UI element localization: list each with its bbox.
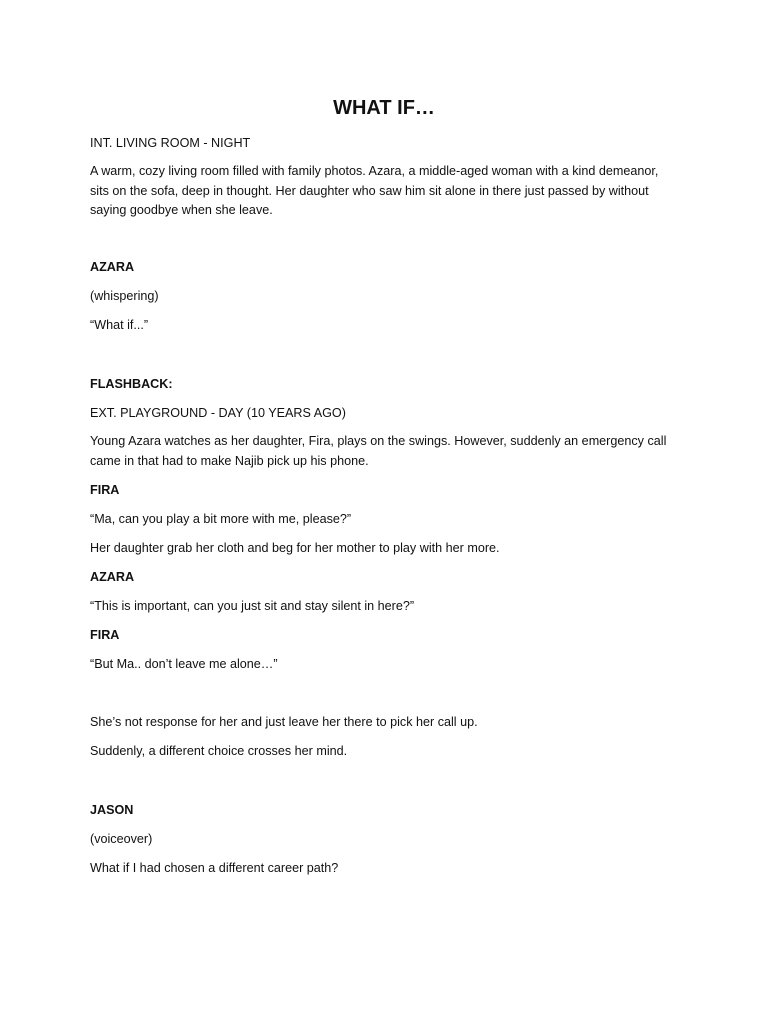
scene-heading-playground: EXT. PLAYGROUND - DAY (10 YEARS AGO) (90, 406, 346, 420)
scene-heading-living-room: INT. LIVING ROOM - NIGHT (90, 136, 251, 150)
dialogue-fira-alone: “But Ma.. don’t leave me alone…” (90, 657, 278, 671)
parenthetical-voiceover: (voiceover) (90, 832, 153, 846)
action-different-choice: Suddenly, a different choice crosses her mind. (90, 744, 348, 758)
character-name-azara: AZARA (90, 570, 135, 584)
action-grab-cloth: Her daughter grab her cloth and beg for her mother to play with her more. (90, 541, 500, 555)
parenthetical-whispering: (whispering) (90, 289, 159, 303)
dialogue-what-if: “What if...” (90, 318, 149, 332)
action-leave: She’s not response for her and just leave her there to pick her call up. (90, 715, 478, 729)
dialogue-azara-important: “This is important, can you just sit and stay silent in here?” (90, 599, 415, 613)
dialogue-fira-play: “Ma, can you play a bit more with me, please?” (90, 512, 352, 526)
character-name-fira: FIRA (90, 628, 120, 642)
character-name-azara: AZARA (90, 260, 135, 274)
flashback-label: FLASHBACK: (90, 377, 173, 391)
dialogue-jason: What if I had chosen a different career path? (90, 861, 339, 875)
scene-action-playground: Young Azara watches as her daughter, Fira, plays on the swings. However, suddenly an emergency call came in that had to make Najib pick up his phone. (90, 434, 667, 468)
character-name-jason: JASON (90, 803, 134, 817)
scene-action-living-room: A warm, cozy living room filled with family photos. Azara, a middle-aged woman with a kind demeanor, sits on the sofa, deep in thought. Her daughter who saw him sit alone in there just passed by without saying goodbye when she leave. (90, 164, 659, 217)
character-name-fira: FIRA (90, 483, 120, 497)
document-title: WHAT IF… (333, 97, 435, 119)
